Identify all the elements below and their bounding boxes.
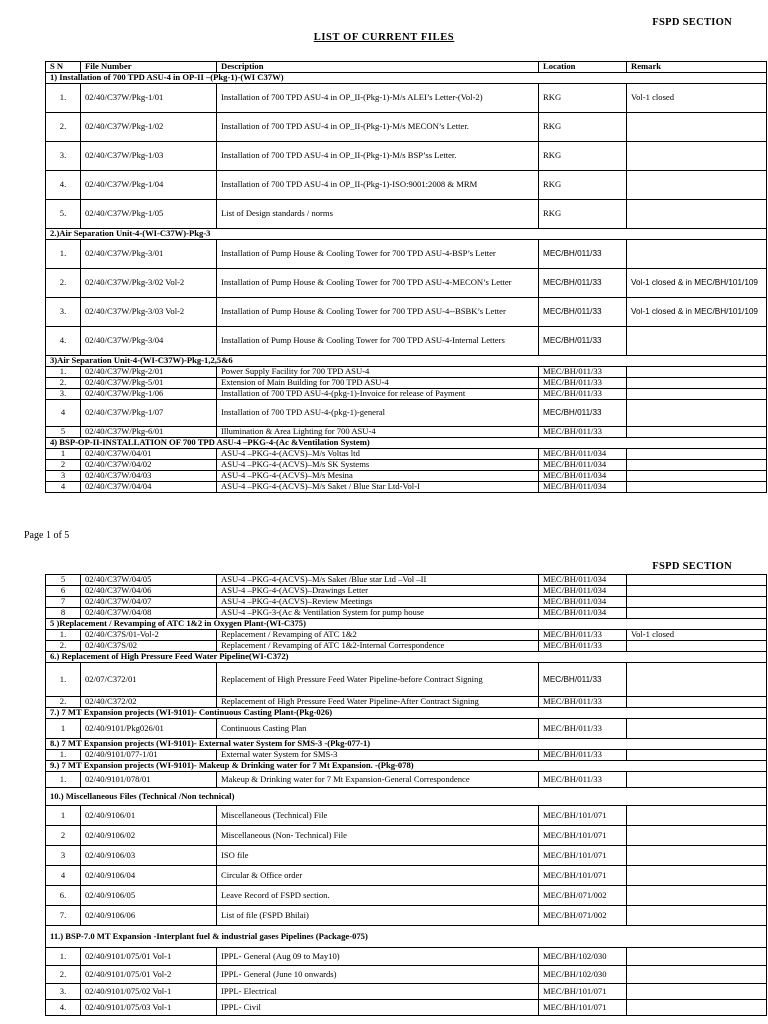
sn-cell: 2.: [46, 113, 81, 142]
table-row: [46, 575, 767, 586]
location-cell: MEC/BH/071/002: [539, 886, 627, 906]
col-header-remark: Remark: [627, 62, 767, 73]
location-cell: MEC/BH/011/33: [539, 641, 627, 652]
sn-cell: 3.: [46, 298, 81, 327]
description-cell: IPPL- General (Aug 09 to May10): [217, 948, 539, 966]
section-heading-row: [46, 619, 767, 630]
file-number-cell: 02/40/9106/05: [81, 886, 217, 906]
file-number-cell: 02/40/C37W/Pkg-3/03 Vol-2: [81, 298, 217, 327]
table-row: [46, 772, 767, 788]
table-header-row: [46, 62, 767, 73]
file-number-cell: 02/40/C37W/Pkg-1/02: [81, 113, 217, 142]
description-cell: IPPL- General (June 10 onwards): [217, 966, 539, 984]
col-header-sn: S N: [46, 62, 81, 73]
location-cell: MEC/BH/011/33: [539, 427, 627, 438]
table-row: [46, 906, 767, 926]
sn-cell: 1.: [46, 84, 81, 113]
remark-cell: [627, 427, 767, 438]
description-cell: Continuous Casting Plan: [217, 719, 539, 739]
table-row: [46, 750, 767, 761]
location-cell: RKG: [539, 171, 627, 200]
remark-cell: [627, 449, 767, 460]
description-cell: Installation of 700 TPD ASU-4 in OP_II-(Pkg-1)-ISO:9001:2008 & MRM: [217, 171, 539, 200]
location-cell: MEC/BH/011/33: [539, 630, 627, 641]
description-cell: Installation of 700 TPD ASU-4 in OP_II-(Pkg-1)-M/s ALEI’s Letter-(Vol-2): [217, 84, 539, 113]
location-cell: MEC/BH/101/071: [539, 866, 627, 886]
file-number-cell: 02/40/C37W/Pkg-3/01: [81, 240, 217, 269]
table-row: [46, 984, 767, 1000]
location-cell: MEC/BH/101/071: [539, 1000, 627, 1016]
description-cell: Installation of Pump House & Cooling Tower for 700 TPD ASU-4--BSBK’s Letter: [217, 298, 539, 327]
description-cell: IPPL- Civil: [217, 1000, 539, 1016]
section-heading-row: [46, 229, 767, 240]
table-row: [46, 641, 767, 652]
col-header-location: Location: [539, 62, 627, 73]
table-row: [46, 1000, 767, 1016]
location-cell: RKG: [539, 200, 627, 229]
table-row: [46, 84, 767, 113]
file-number-cell: 02/40/C37W/Pkg-1/06: [81, 389, 217, 400]
sn-cell: 2.: [46, 378, 81, 389]
sn-cell: 1.: [46, 948, 81, 966]
description-cell: Illumination & Area Lighting for 700 ASU-4: [217, 427, 539, 438]
table-row: [46, 269, 767, 298]
section-heading: 8.) 7 MT Expansion projects (WI-9101)- External water System for SMS-3 -(Pkg-077-1): [46, 739, 767, 750]
sn-cell: 1.: [46, 630, 81, 641]
file-number-cell: 02/40/C37W/04/04: [81, 482, 217, 493]
section-heading: 5 )Replacement / Revamping of ATC 1&2 in Oxygen Plant-(WI-C375): [46, 619, 767, 630]
remark-cell: [627, 886, 767, 906]
file-number-cell: 02/40/C37W/04/03: [81, 471, 217, 482]
description-cell: Miscellaneous (Non- Technical) File: [217, 826, 539, 846]
description-cell: ASU-4 –PKG-4-(ACVS)–M/s Saket / Blue Star Ltd-Vol-I: [217, 482, 539, 493]
file-number-cell: 02/40/9101/075/01 Vol-1: [81, 948, 217, 966]
description-cell: Miscellaneous (Technical) File: [217, 806, 539, 826]
description-cell: ASU-4 –PKG-4-(ACVS)–M/s Saket /Blue star Ltd –Vol –II: [217, 575, 539, 586]
page-title: LIST OF CURRENT FILES: [313, 32, 455, 43]
remark-cell: [627, 750, 767, 761]
sn-cell: 4: [46, 482, 81, 493]
description-cell: IPPL- Electrical: [217, 984, 539, 1000]
remark-cell: [627, 471, 767, 482]
sn-cell: 3.: [46, 389, 81, 400]
table-row: [46, 966, 767, 984]
table-row: [46, 597, 767, 608]
file-number-cell: 02/40/C37W/Pkg-2/01: [81, 367, 217, 378]
remark-cell: Vol-1 closed: [627, 630, 767, 641]
file-number-cell: 02/07/C372/01: [81, 663, 217, 697]
file-number-cell: 02/40/C37S/02: [81, 641, 217, 652]
sn-cell: 3: [46, 846, 81, 866]
location-cell: MEC/BH/011/034: [539, 586, 627, 597]
sn-cell: 1.: [46, 750, 81, 761]
section-heading: 7.) 7 MT Expansion projects (WI-9101)- Continuous Casting Plant-(Pkg-026): [46, 708, 767, 719]
description-cell: List of file (FSPD Bhilai): [217, 906, 539, 926]
location-cell: MEC/BH/071/002: [539, 906, 627, 926]
sn-cell: 1.: [46, 772, 81, 788]
sn-cell: 1: [46, 806, 81, 826]
files-table-page-2: [45, 574, 767, 1016]
sn-cell: 5.: [46, 200, 81, 229]
remark-cell: [627, 866, 767, 886]
description-cell: Installation of 700 TPD ASU-4 in OP_II-(Pkg-1)-M/s BSP’ss Letter.: [217, 142, 539, 171]
sn-cell: 3: [46, 471, 81, 482]
remark-cell: [627, 586, 767, 597]
file-number-cell: 02/40/C37W/04/06: [81, 586, 217, 597]
remark-cell: [627, 906, 767, 926]
table-row: [46, 866, 767, 886]
sn-cell: 6: [46, 586, 81, 597]
location-cell: RKG: [539, 142, 627, 171]
description-cell: ASU-4 –PKG-4-(ACVS)–M/s SK Systems: [217, 460, 539, 471]
remark-cell: [627, 697, 767, 708]
location-cell: MEC/BH/011/33: [539, 719, 627, 739]
section-heading-row: [46, 73, 767, 84]
section-heading: 9.) 7 MT Expansion projects (WI-9101)- Makeup & Drinking water for 7 Mt Expansion. -(Pkg-078): [46, 761, 767, 772]
sn-cell: 7: [46, 597, 81, 608]
description-cell: Power Supply Facility for 700 TPD ASU-4: [217, 367, 539, 378]
sn-cell: 3.: [46, 984, 81, 1000]
location-cell: MEC/BH/011/33: [539, 400, 627, 427]
description-cell: Replacement of High Pressure Feed Water Pipeline-After Contract Signing: [217, 697, 539, 708]
page-footer: Page 1 of 5: [24, 530, 70, 541]
sn-cell: 2: [46, 460, 81, 471]
file-number-cell: 02/40/C37W/04/01: [81, 449, 217, 460]
file-number-cell: 02/40/9106/01: [81, 806, 217, 826]
sn-cell: 4.: [46, 327, 81, 356]
section-heading: 4) BSP-OP-II-INSTALLATION OF 700 TPD ASU-4 –PKG-4-(Ac &Ventilation System): [46, 438, 767, 449]
table-row: [46, 586, 767, 597]
section-heading-row: [46, 761, 767, 772]
table-row: [46, 948, 767, 966]
location-cell: MEC/BH/011/33: [539, 367, 627, 378]
sn-cell: 2.: [46, 641, 81, 652]
location-cell: MEC/BH/011/034: [539, 449, 627, 460]
file-number-cell: 02/40/9101/077-1/01: [81, 750, 217, 761]
table-row: [46, 200, 767, 229]
location-cell: MEC/BH/011/33: [539, 772, 627, 788]
sn-cell: 4: [46, 400, 81, 427]
file-number-cell: 02/40/9101/Pkg026/01: [81, 719, 217, 739]
remark-cell: [627, 171, 767, 200]
file-number-cell: 02/40/C37W/Pkg-5/01: [81, 378, 217, 389]
description-cell: Leave Record of FSPD section.: [217, 886, 539, 906]
remark-cell: [627, 608, 767, 619]
location-cell: MEC/BH/011/33: [539, 389, 627, 400]
remark-cell: [627, 948, 767, 966]
location-cell: MEC/BH/011/034: [539, 482, 627, 493]
remark-cell: [627, 663, 767, 697]
sn-cell: 1.: [46, 367, 81, 378]
description-cell: ASU-4 –PKG-4-(ACVS)–Drawings Letter: [217, 586, 539, 597]
sn-cell: 1.: [46, 240, 81, 269]
description-cell: ASU-4 –PKG-4-(ACVS)–Review Meetings: [217, 597, 539, 608]
description-cell: ISO file: [217, 846, 539, 866]
table-row: [46, 113, 767, 142]
files-table-page-1: [45, 61, 767, 493]
file-number-cell: 02/40/9101/075/02 Vol-1: [81, 984, 217, 1000]
table-row: [46, 378, 767, 389]
sn-cell: 2: [46, 826, 81, 846]
section-heading: 10.) Miscellaneous Files (Technical /Non technical): [46, 788, 767, 806]
remark-cell: [627, 966, 767, 984]
remark-cell: [627, 460, 767, 471]
description-cell: Extension of Main Building for 700 TPD ASU-4: [217, 378, 539, 389]
file-number-cell: 02/40/9106/06: [81, 906, 217, 926]
location-cell: MEC/BH/101/071: [539, 846, 627, 866]
location-cell: RKG: [539, 84, 627, 113]
sn-cell: 3.: [46, 142, 81, 171]
section-heading-row: [46, 652, 767, 663]
table-row: [46, 427, 767, 438]
description-cell: Installation of Pump House & Cooling Tower for 700 TPD ASU-4-MECON’s Letter: [217, 269, 539, 298]
table-row: [46, 719, 767, 739]
remark-cell: [627, 826, 767, 846]
table-row: [46, 142, 767, 171]
remark-cell: [627, 719, 767, 739]
file-number-cell: 02/40/C37W/04/02: [81, 460, 217, 471]
sn-cell: 4.: [46, 1000, 81, 1016]
remark-cell: [627, 984, 767, 1000]
table-row: [46, 367, 767, 378]
section-heading-row: [46, 438, 767, 449]
remark-cell: [627, 378, 767, 389]
description-cell: Installation of Pump House & Cooling Tower for 700 TPD ASU-4-Internal Letters: [217, 327, 539, 356]
file-number-cell: 02/40/9106/04: [81, 866, 217, 886]
sn-cell: 2.: [46, 269, 81, 298]
location-cell: RKG: [539, 113, 627, 142]
section-heading-row: [46, 356, 767, 367]
table-row: [46, 806, 767, 826]
file-number-cell: 02/40/9106/03: [81, 846, 217, 866]
remark-cell: Vol-1 closed: [627, 84, 767, 113]
remark-cell: [627, 597, 767, 608]
table-row: [46, 697, 767, 708]
section-header: FSPD SECTION: [652, 17, 732, 28]
location-cell: MEC/BH/011/034: [539, 575, 627, 586]
sn-cell: 1.: [46, 663, 81, 697]
description-cell: Circular & Office order: [217, 866, 539, 886]
file-number-cell: 02/40/9106/02: [81, 826, 217, 846]
sn-cell: 5: [46, 575, 81, 586]
location-cell: MEC/BH/011/33: [539, 269, 627, 298]
file-number-cell: 02/40/C37W/Pkg-3/04: [81, 327, 217, 356]
table-row: [46, 240, 767, 269]
section-heading: 2.)Air Separation Unit-4-(WI-C37W)-Pkg-3: [46, 229, 767, 240]
remark-cell: [627, 575, 767, 586]
location-cell: MEC/BH/011/034: [539, 608, 627, 619]
remark-cell: [627, 327, 767, 356]
location-cell: MEC/BH/011/33: [539, 327, 627, 356]
location-cell: MEC/BH/102/030: [539, 948, 627, 966]
sn-cell: 2.: [46, 966, 81, 984]
location-cell: MEC/BH/011/33: [539, 378, 627, 389]
remark-cell: [627, 400, 767, 427]
col-header-description: Description: [217, 62, 539, 73]
sn-cell: 7.: [46, 906, 81, 926]
section-heading-row: [46, 788, 767, 806]
description-cell: Replacement / Revamping of ATC 1&2-Internal Correspondence: [217, 641, 539, 652]
table-row: [46, 630, 767, 641]
file-number-cell: 02/40/C37W/04/08: [81, 608, 217, 619]
file-number-cell: 02/40/C37W/Pkg-1/05: [81, 200, 217, 229]
table-row: [46, 482, 767, 493]
remark-cell: [627, 113, 767, 142]
section-heading-row: [46, 708, 767, 719]
sn-cell: 4.: [46, 171, 81, 200]
col-header-file-number: File Number: [81, 62, 217, 73]
location-cell: MEC/BH/101/071: [539, 984, 627, 1000]
section-heading: 6.) Replacement of High Pressure Feed Water Pipeline(WI-C372): [46, 652, 767, 663]
description-cell: External water System for SMS-3: [217, 750, 539, 761]
location-cell: MEC/BH/011/034: [539, 460, 627, 471]
description-cell: List of Design standards / norms: [217, 200, 539, 229]
file-number-cell: 02/40/C37W/Pkg-6/01: [81, 427, 217, 438]
section-heading: 3)Air Separation Unit-4-(WI-C37W)-Pkg-1,2,5&6: [46, 356, 767, 367]
description-cell: Installation of 700 TPD ASU-4-(pkg-1)-general: [217, 400, 539, 427]
sn-cell: 1: [46, 719, 81, 739]
remark-cell: [627, 200, 767, 229]
location-cell: MEC/BH/011/33: [539, 750, 627, 761]
sn-cell: 5: [46, 427, 81, 438]
description-cell: Installation of Pump House & Cooling Tower for 700 TPD ASU-4-BSP’s Letter: [217, 240, 539, 269]
table-row: [46, 389, 767, 400]
file-number-cell: 02/40/C37W/Pkg-1/04: [81, 171, 217, 200]
remark-cell: Vol-1 closed & in MEC/BH/101/109: [627, 269, 767, 298]
table-row: [46, 886, 767, 906]
remark-cell: [627, 772, 767, 788]
table-row: [46, 471, 767, 482]
location-cell: MEC/BH/011/33: [539, 240, 627, 269]
location-cell: MEC/BH/011/33: [539, 298, 627, 327]
file-number-cell: 02/40/9101/075/01 Vol-2: [81, 966, 217, 984]
table-row: [46, 327, 767, 356]
remark-cell: [627, 846, 767, 866]
file-number-cell: 02/40/9101/078/01: [81, 772, 217, 788]
location-cell: MEC/BH/101/071: [539, 826, 627, 846]
file-number-cell: 02/40/C37W/Pkg-3/02 Vol-2: [81, 269, 217, 298]
section-heading: 11.) BSP-7.0 MT Expansion -Interplant fuel & industrial gases Pipelines (Package-075): [46, 926, 767, 948]
file-number-cell: 02/40/9101/075/03 Vol-1: [81, 1000, 217, 1016]
section-heading-row: [46, 926, 767, 948]
remark-cell: [627, 1000, 767, 1016]
sn-cell: 8: [46, 608, 81, 619]
remark-cell: [627, 240, 767, 269]
table-row: [46, 400, 767, 427]
file-number-cell: 02/40/C37W/04/05: [81, 575, 217, 586]
description-cell: Installation of 700 TPD ASU-4 in OP_II-(Pkg-1)-M/s MECON’s Letter.: [217, 113, 539, 142]
description-cell: Replacement / Revamping of ATC 1&2: [217, 630, 539, 641]
table-row: [46, 298, 767, 327]
file-number-cell: 02/40/C372/02: [81, 697, 217, 708]
remark-cell: [627, 367, 767, 378]
location-cell: MEC/BH/011/034: [539, 597, 627, 608]
table-row: [46, 826, 767, 846]
location-cell: MEC/BH/011/33: [539, 697, 627, 708]
file-number-cell: 02/40/C37W/04/07: [81, 597, 217, 608]
description-cell: ASU-4 –PKG-3-(Ac & Ventilation System for pump house: [217, 608, 539, 619]
table-row: [46, 663, 767, 697]
location-cell: MEC/BH/011/034: [539, 471, 627, 482]
remark-cell: [627, 482, 767, 493]
remark-cell: Vol-1 closed & in MEC/BH/101/109: [627, 298, 767, 327]
description-cell: Makeup & Drinking water for 7 Mt Expansion-General Correspondence: [217, 772, 539, 788]
location-cell: MEC/BH/102/030: [539, 966, 627, 984]
sn-cell: 6.: [46, 886, 81, 906]
remark-cell: [627, 641, 767, 652]
table-row: [46, 846, 767, 866]
description-cell: ASU-4 –PKG-4-(ACVS)–M/s Voltas ltd: [217, 449, 539, 460]
sn-cell: 4: [46, 866, 81, 886]
location-cell: MEC/BH/011/33: [539, 663, 627, 697]
section-heading: 1) Installation of 700 TPD ASU-4 in OP-II –(Pkg-1)-(WI C37W): [46, 73, 767, 84]
table-row: [46, 449, 767, 460]
table-row: [46, 171, 767, 200]
description-cell: Replacement of High Pressure Feed Water Pipeline-before Contract Signing: [217, 663, 539, 697]
location-cell: MEC/BH/101/071: [539, 806, 627, 826]
sn-cell: 1: [46, 449, 81, 460]
sn-cell: 2.: [46, 697, 81, 708]
remark-cell: [627, 389, 767, 400]
remark-cell: [627, 142, 767, 171]
description-cell: Installation of 700 TPD ASU-4-(pkg-1)-Invoice for release of Payment: [217, 389, 539, 400]
table-row: [46, 608, 767, 619]
file-number-cell: 02/40/C37W/Pkg-1/01: [81, 84, 217, 113]
table-row: [46, 460, 767, 471]
section-header-page-2: FSPD SECTION: [652, 561, 732, 572]
file-number-cell: 02/40/C37W/Pkg-1/07: [81, 400, 217, 427]
file-number-cell: 02/40/C37S/01-Vol-2: [81, 630, 217, 641]
section-heading-row: [46, 739, 767, 750]
file-number-cell: 02/40/C37W/Pkg-1/03: [81, 142, 217, 171]
description-cell: ASU-4 –PKG-4-(ACVS)–M/s Mesina: [217, 471, 539, 482]
remark-cell: [627, 806, 767, 826]
